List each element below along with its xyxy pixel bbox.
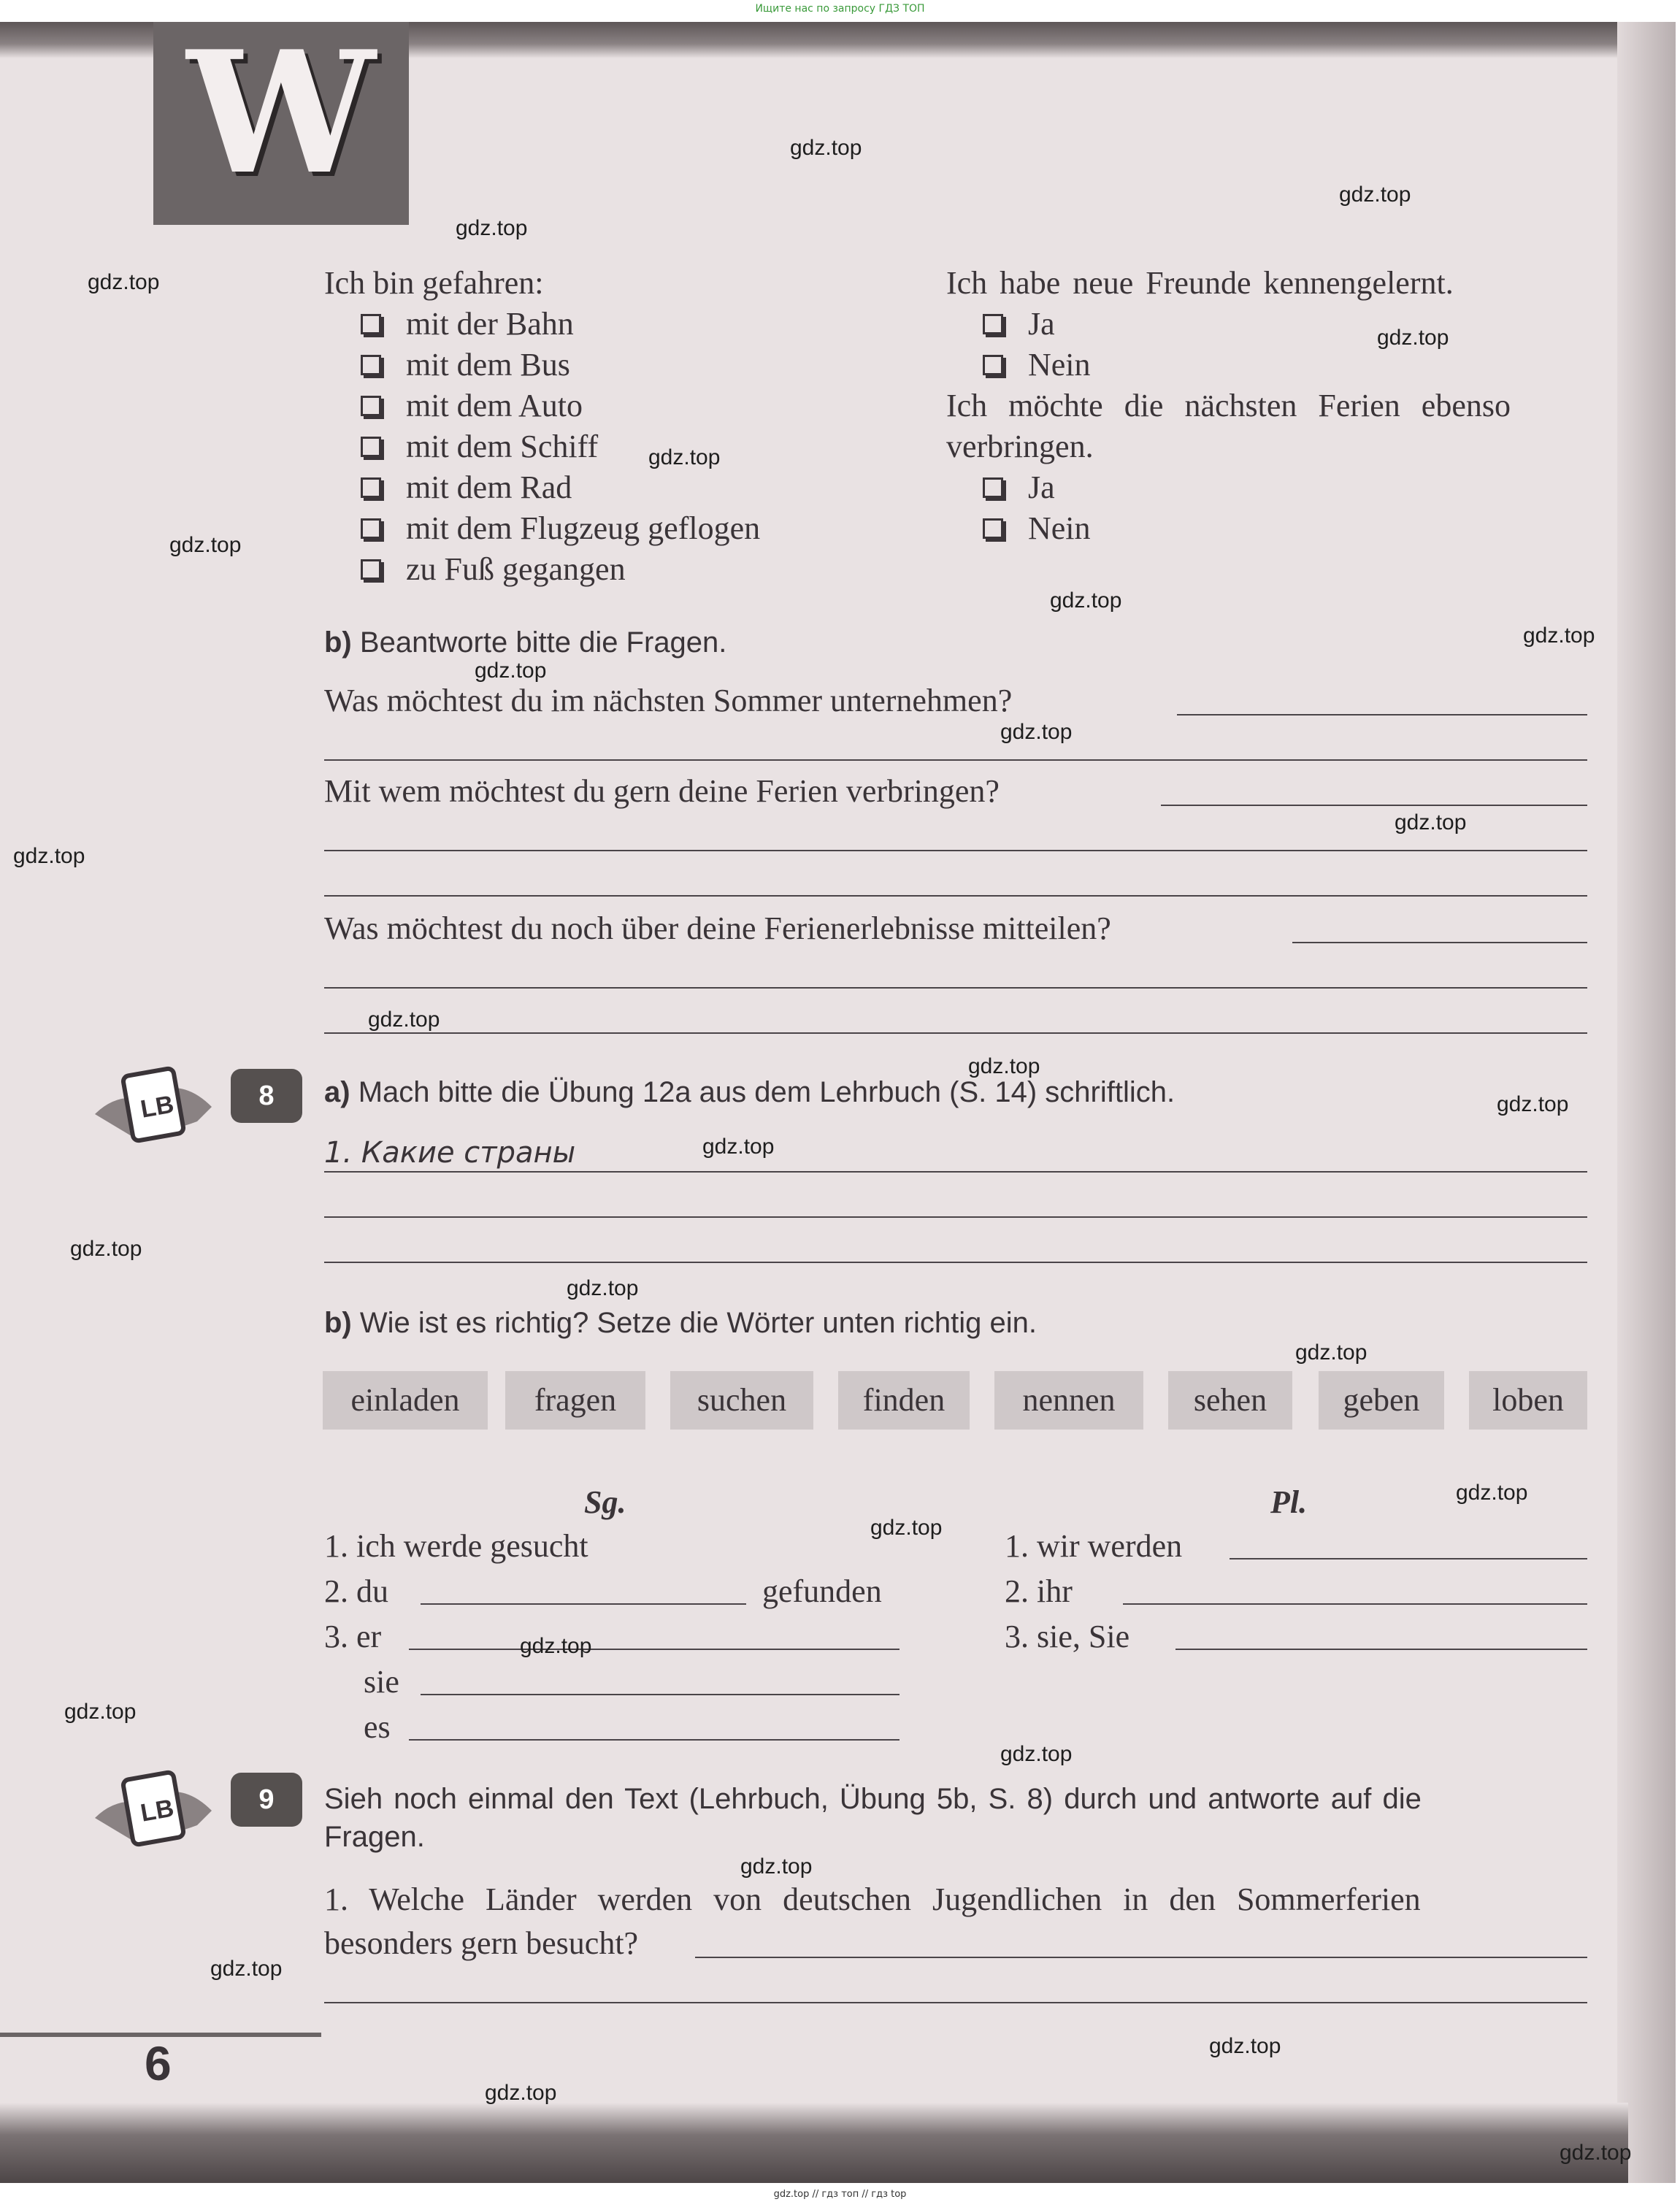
watermark: gdz.top bbox=[648, 445, 721, 469]
watermark: gdz.top bbox=[1000, 720, 1073, 744]
exercise-9-instruction-line1: Sieh noch einmal den Text (Lehrbuch, Übung 5b, S. 8) durch und antworte auf die bbox=[324, 1783, 1422, 1815]
answer-line[interactable] bbox=[1177, 714, 1587, 715]
watermark: gdz.top bbox=[368, 1008, 440, 1032]
word-chip[interactable]: geben bbox=[1319, 1371, 1444, 1430]
watermark: gdz.top bbox=[1339, 183, 1411, 207]
pl-row-1: 1. wir werden bbox=[1005, 1528, 1183, 1564]
option-rad[interactable]: mit dem Rad bbox=[361, 469, 572, 506]
sg-row-1: 1. ich werde gesucht bbox=[324, 1528, 588, 1564]
ferien-question-line1: Ich möchte die nächsten Ferien ebenso bbox=[946, 388, 1511, 423]
option-schiff[interactable]: mit dem Schiff bbox=[361, 428, 598, 465]
lehrbuch-book-icon bbox=[88, 1063, 234, 1143]
option-bus[interactable]: mit dem Bus bbox=[361, 346, 570, 383]
answer-line[interactable] bbox=[1123, 1603, 1587, 1605]
option-auto[interactable]: mit dem Auto bbox=[361, 387, 583, 424]
word-chip[interactable]: finden bbox=[838, 1371, 970, 1430]
sg-row-2: 2. du bbox=[324, 1573, 388, 1609]
option-ferien-ja[interactable]: Ja bbox=[983, 469, 1055, 506]
watermark: gdz.top bbox=[968, 1054, 1040, 1078]
watermark: gdz.top bbox=[1209, 2034, 1281, 2058]
checkbox-icon[interactable] bbox=[361, 559, 381, 580]
watermark: gdz.top bbox=[702, 1135, 775, 1159]
exercise-9-number: 9 bbox=[231, 1773, 302, 1827]
sg-row-3: 3. er bbox=[324, 1619, 382, 1654]
checkbox-icon[interactable] bbox=[983, 518, 1003, 539]
question-wem: Mit wem möchtest du gern deine Ferien verbringen? bbox=[324, 773, 1000, 809]
exercise-9-instruction-line2: Fragen. bbox=[324, 1821, 425, 1853]
word-chip[interactable]: einladen bbox=[323, 1371, 488, 1430]
word-chip[interactable]: nennen bbox=[994, 1371, 1143, 1430]
watermark: gdz.top bbox=[740, 1854, 813, 1879]
checkbox-icon[interactable] bbox=[361, 477, 381, 498]
watermark: gdz.top bbox=[1497, 1092, 1569, 1116]
watermark: gdz.top bbox=[13, 844, 85, 868]
checkbox-icon[interactable] bbox=[361, 355, 381, 375]
word-chip[interactable]: loben bbox=[1469, 1371, 1587, 1430]
pl-row-2: 2. ihr bbox=[1005, 1573, 1073, 1609]
lb-badge: LB bbox=[138, 1090, 176, 1124]
watermark: gdz.top bbox=[169, 533, 242, 557]
answer-line[interactable] bbox=[409, 1739, 900, 1741]
answer-line[interactable] bbox=[324, 759, 1587, 761]
watermark: gdz.top bbox=[88, 270, 160, 294]
answer-line[interactable] bbox=[324, 850, 1587, 851]
top-banner: Ищите нас по запросу ГДЗ ТОП bbox=[755, 3, 925, 15]
answer-line[interactable] bbox=[324, 2002, 1587, 2003]
ferien-question-line2: verbringen. bbox=[946, 429, 1094, 464]
plural-header: Pl. bbox=[1270, 1484, 1308, 1520]
watermark: gdz.top bbox=[64, 1700, 137, 1724]
watermark: gdz.top bbox=[1523, 624, 1595, 648]
exercise-9-question-line2: besonders gern besucht? bbox=[324, 1925, 639, 1961]
word-chip[interactable]: suchen bbox=[670, 1371, 813, 1430]
watermark: gdz.top bbox=[1050, 588, 1122, 613]
checkbox-icon[interactable] bbox=[361, 437, 381, 457]
answer-line[interactable] bbox=[324, 895, 1587, 897]
watermark: gdz.top bbox=[210, 1957, 283, 1981]
checkbox-icon[interactable] bbox=[983, 355, 1003, 375]
section-logo: W bbox=[153, 22, 409, 225]
lb-badge: LB bbox=[138, 1794, 176, 1827]
checkbox-icon[interactable] bbox=[983, 314, 1003, 334]
page-number: 6 bbox=[145, 2036, 172, 2090]
watermark: gdz.top bbox=[520, 1634, 592, 1658]
answer-line[interactable] bbox=[324, 1216, 1587, 1218]
watermark: gdz.top bbox=[1456, 1481, 1528, 1505]
lehrbuch-book-icon bbox=[88, 1767, 234, 1847]
answer-line[interactable] bbox=[1292, 942, 1587, 943]
watermark: gdz.top bbox=[70, 1237, 142, 1261]
watermark: gdz.top bbox=[1000, 1742, 1073, 1766]
answer-line[interactable] bbox=[324, 1032, 1587, 1034]
option-freunde-ja[interactable]: Ja bbox=[983, 305, 1055, 342]
answer-line[interactable] bbox=[409, 1649, 900, 1650]
watermark: gdz.top bbox=[870, 1516, 943, 1540]
word-chip[interactable]: sehen bbox=[1168, 1371, 1292, 1430]
answer-line[interactable] bbox=[324, 1171, 1587, 1173]
word-chip[interactable]: fragen bbox=[505, 1371, 645, 1430]
answer-line[interactable] bbox=[1161, 805, 1587, 806]
checkbox-icon[interactable] bbox=[361, 396, 381, 416]
gefahren-heading: Ich bin gefahren: bbox=[324, 265, 544, 301]
question-sommer: Was möchtest du im nächsten Sommer unternehmen? bbox=[324, 683, 1013, 718]
checkbox-icon[interactable] bbox=[361, 314, 381, 334]
answer-line[interactable] bbox=[324, 1262, 1587, 1263]
watermark: gdz.top bbox=[567, 1276, 639, 1300]
option-ferien-nein[interactable]: Nein bbox=[983, 510, 1091, 547]
checkbox-icon[interactable] bbox=[983, 477, 1003, 498]
singular-header: Sg. bbox=[584, 1484, 626, 1520]
pl-row-3: 3. sie, Sie bbox=[1005, 1619, 1130, 1654]
answer-line[interactable] bbox=[695, 1957, 1587, 1958]
watermark: gdz.top bbox=[1395, 810, 1467, 834]
watermark: gdz.top bbox=[1377, 326, 1449, 350]
exercise-8b-instruction: b) Wie ist es richtig? Setze die Wörter unten richtig ein. bbox=[324, 1307, 1037, 1339]
section-b-instruction: b) Beantworte bitte die Fragen. bbox=[324, 626, 727, 659]
question-mitteilen: Was möchtest du noch über deine Ferienerlebnisse mitteilen? bbox=[324, 910, 1111, 946]
book-spine-shadow bbox=[1617, 22, 1676, 2183]
sg-row-es: es bbox=[364, 1709, 391, 1745]
answer-line[interactable] bbox=[1175, 1649, 1587, 1650]
handwritten-answer: 1. Какие страны bbox=[324, 1136, 576, 1170]
option-freunde-nein[interactable]: Nein bbox=[983, 346, 1091, 383]
option-bahn[interactable]: mit der Bahn bbox=[361, 305, 574, 342]
checkbox-icon[interactable] bbox=[361, 518, 381, 539]
answer-line[interactable] bbox=[1230, 1558, 1587, 1559]
sg-row-2-suffix: gefunden bbox=[762, 1573, 882, 1609]
exercise-9-question-line1: 1. Welche Länder werden von deutschen Jugendlichen in den Sommerferien bbox=[324, 1881, 1421, 1917]
watermark: gdz.top bbox=[790, 136, 862, 160]
answer-line[interactable] bbox=[324, 987, 1587, 989]
torn-bottom-edge bbox=[0, 2103, 1628, 2183]
answer-line[interactable] bbox=[421, 1603, 746, 1605]
option-flugzeug[interactable]: mit dem Flugzeug geflogen bbox=[361, 510, 760, 547]
watermark: gdz.top bbox=[456, 216, 528, 240]
sg-row-sie: sie bbox=[364, 1664, 399, 1700]
watermark: gdz.top bbox=[485, 2081, 557, 2105]
answer-line[interactable] bbox=[421, 1694, 900, 1695]
exercise-8a-instruction: a) Mach bitte die Übung 12a aus dem Lehrbuch (S. 14) schriftlich. bbox=[324, 1076, 1175, 1108]
watermark: gdz.top bbox=[1560, 2141, 1632, 2165]
watermark: gdz.top bbox=[475, 659, 547, 683]
freunde-question: Ich habe neue Freunde kennengelernt. bbox=[946, 265, 1454, 301]
option-fuss[interactable]: zu Fuß gegangen bbox=[361, 550, 626, 588]
bottom-banner: gdz.top // гдз топ // гдз top bbox=[773, 2189, 907, 2200]
exercise-8-number: 8 bbox=[231, 1069, 302, 1123]
watermark: gdz.top bbox=[1295, 1340, 1368, 1365]
